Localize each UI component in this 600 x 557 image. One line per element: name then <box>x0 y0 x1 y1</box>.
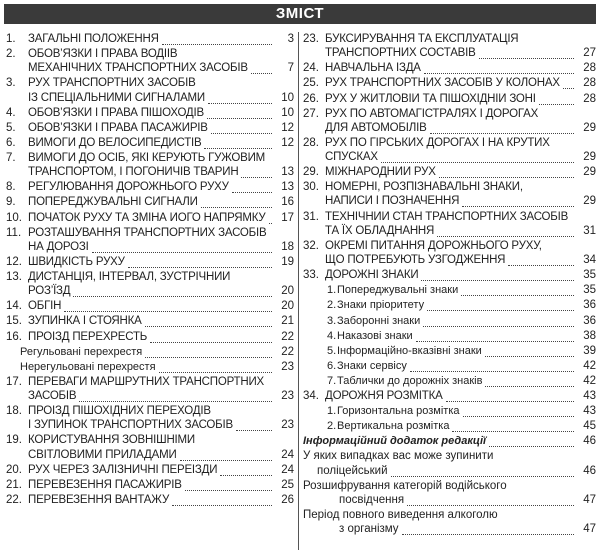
toc-entry[interactable] <box>6 331 294 345</box>
toc-entry[interactable] <box>303 269 596 283</box>
toc-leader-dots <box>427 299 574 311</box>
toc-leader-dots <box>79 387 272 402</box>
toc-leader-dots <box>208 89 272 104</box>
toc-entry-number: 19. <box>6 434 22 447</box>
toc-entry-number: 31. <box>303 210 319 223</box>
toc-page-number: 35 <box>583 284 596 297</box>
toc-entry-title: ОБОВ’ЯЗКИ І ПРАВА ПАСАЖИРІВ <box>28 121 208 134</box>
toc-entry-number: 27. <box>303 107 319 120</box>
toc-leader-dots <box>159 361 272 373</box>
toc-entry[interactable] <box>303 330 596 344</box>
toc-leader-dots <box>462 192 574 207</box>
toc-entry-number: 16. <box>6 330 22 343</box>
toc-entry[interactable] <box>303 435 596 449</box>
toc-page-number: 28 <box>583 77 596 90</box>
toc-entry[interactable] <box>303 284 596 298</box>
toc-entry-title: Знаки сервісу <box>337 359 407 372</box>
toc-entry-title: ТРАНСПОРТНИХ СОСТАВІВ <box>325 47 476 60</box>
toc-entry[interactable] <box>6 181 294 195</box>
toc-entry-title: ТРАНСПОРТОМ, І ПОГОНИЧІВ ТВАРИН <box>28 166 239 179</box>
toc-entry-title: РОЗТАШУВАННЯ ТРАНСПОРТНИХ ЗАСОБІВ <box>28 226 267 239</box>
toc-entry[interactable] <box>303 211 596 239</box>
toc-leader-dots <box>407 491 574 506</box>
toc-page-number: 46 <box>583 464 596 477</box>
toc-page-number: 27 <box>583 47 596 60</box>
toc-entry[interactable] <box>303 108 596 136</box>
toc-entry-title: КОРИСТУВАННЯ ЗОВНІШНІМИ <box>28 434 195 447</box>
toc-entry-title: РУХ ТРАНСПОРТНИХ ЗАСОБІВ У КОЛОНАХ <box>325 77 560 90</box>
toc-page-number: 13 <box>281 181 294 194</box>
toc-leader-dots <box>430 119 574 134</box>
toc-entry-number: 5. <box>327 344 337 357</box>
toc-entry-number: 22. <box>6 493 22 506</box>
toc-page-number: 10 <box>281 106 294 119</box>
toc-page-number: 28 <box>583 92 596 105</box>
toc-entry-number: 17. <box>6 375 22 388</box>
toc-leader-dots <box>485 345 574 357</box>
toc-entry-number: 29. <box>303 166 319 179</box>
toc-entry-number: 12. <box>6 255 22 268</box>
toc-page-number: 24 <box>281 463 294 476</box>
toc-leader-dots <box>563 77 574 89</box>
toc-entry-title: Розшифрування категорій водійського <box>303 479 507 492</box>
toc-entry-number: 30. <box>303 181 319 194</box>
toc-leader-dots <box>416 330 574 342</box>
toc-entry-title: ПРОЇЗД ПЕРЕХРЕСТЬ <box>28 330 148 343</box>
toc-entry-title: з організму <box>339 523 399 536</box>
toc-entry-title: ОКРЕМІ ПИТАННЯ ДОРОЖНЬОГО РУХУ, <box>325 239 542 252</box>
toc-entry-title: ПЕРЕВАГИ МАРШРУТНИХ ТРАНСПОРТНИХ <box>28 375 265 388</box>
toc-page-number: 29 <box>583 151 596 164</box>
toc-entry-title: ДОРОЖНЯ РОЗМІТКА <box>325 390 443 402</box>
toc-entry-title: ШВИДКІСТЬ РУХУ <box>28 255 125 268</box>
toc-entry-title: ЗУПИНКА І СТОЯНКА <box>28 315 142 328</box>
toc-leader-dots <box>479 44 574 59</box>
toc-entry[interactable] <box>6 405 294 433</box>
toc-page-number: 31 <box>583 224 596 237</box>
toc-page-number: 45 <box>583 420 596 433</box>
toc-entry-number: 9. <box>6 196 16 209</box>
toc-entry[interactable] <box>6 33 294 47</box>
toc-entry-title: ПЕРЕВЕЗЕННЯ ПАСАЖИРІВ <box>28 478 182 491</box>
toc-page-number: 21 <box>281 315 294 328</box>
toc-entry-number: 3. <box>327 314 337 327</box>
toc-entry-number: 33. <box>303 269 319 282</box>
toc-entry[interactable] <box>303 240 596 268</box>
toc-entry-title: ЗАГАЛЬНІ ПОЛОЖЕННЯ <box>28 33 159 45</box>
toc-page-number: 42 <box>583 374 596 387</box>
toc-leader-dots <box>207 107 272 119</box>
toc-entry[interactable] <box>303 137 596 165</box>
toc-entry-number: 4. <box>327 329 337 342</box>
toc-entry[interactable] <box>303 166 596 180</box>
toc-page-number: 42 <box>583 359 596 372</box>
toc-entry-number: 11. <box>6 226 22 239</box>
toc-leader-dots <box>92 238 272 253</box>
toc-page-number: 46 <box>583 435 596 448</box>
toc-entry-title: МІЖНАРОДНИЙ РУХ <box>325 166 436 179</box>
toc-page-number: 3 <box>287 33 294 45</box>
toc-leader-dots <box>162 33 272 45</box>
toc-page-number: 29 <box>583 166 596 179</box>
toc-page-number: 47 <box>583 493 596 506</box>
toc-page-number: 35 <box>583 269 596 282</box>
toc-entry-number: 21. <box>6 478 22 491</box>
toc-entry-title: ПРОЇЗД ПІШОХІДНИХ ПЕРЕХОДІВ <box>28 405 211 418</box>
toc-page-number: 23 <box>281 389 294 402</box>
toc-leader-dots <box>128 256 272 268</box>
toc-page-number: 47 <box>583 523 596 536</box>
toc-leader-dots <box>73 282 272 297</box>
toc-entry[interactable] <box>303 315 596 329</box>
toc-entry-title: СВІТЛОВИМИ ПРИЛАДАМИ <box>28 448 177 461</box>
toc-entry[interactable] <box>303 181 596 209</box>
toc-entry[interactable] <box>6 315 294 329</box>
toc-entry-number: 2. <box>6 48 16 61</box>
toc-page-number: 12 <box>281 136 294 149</box>
toc-entry-title: НОМЕРНІ, РОЗПІЗНАВАЛЬНІ ЗНАКИ, <box>325 181 523 194</box>
toc-entry-number: 3. <box>6 77 16 90</box>
toc-leader-dots <box>236 416 272 431</box>
toc-page-number: 23 <box>281 360 294 373</box>
toc-entry[interactable] <box>6 122 294 136</box>
toc-entry-number: 2. <box>327 299 337 312</box>
toc-entry-title: ОБГІН <box>28 300 62 313</box>
toc-entry-title: НА ДОРОЗІ <box>28 240 89 253</box>
toc-leader-dots <box>201 196 272 208</box>
toc-entry-number: 5. <box>6 121 16 134</box>
toc-entry-title: НАВЧАЛЬНА ЇЗДА <box>325 62 421 75</box>
toc-leader-dots <box>211 122 272 134</box>
toc-page-number: 29 <box>583 121 596 134</box>
toc-entry-title: Заборонні знаки <box>337 314 421 327</box>
toc-entry[interactable] <box>6 212 294 226</box>
toc-entry-number: 10. <box>6 211 22 224</box>
toc-leader-dots <box>461 284 574 296</box>
toc-entry[interactable] <box>303 93 596 107</box>
toc-leader-dots <box>489 435 574 447</box>
toc-entry-title: Інформаційно-вказівні знаки <box>337 344 482 357</box>
toc-entry[interactable] <box>303 345 596 359</box>
toc-entry-title: Таблички до дорожніх знаків <box>337 374 483 387</box>
toc-entry[interactable] <box>6 256 294 270</box>
toc-entry[interactable] <box>303 33 596 61</box>
toc-entry-number: 18. <box>6 405 22 418</box>
toc-entry[interactable] <box>6 464 294 478</box>
toc-entry[interactable] <box>303 77 596 91</box>
toc-leader-dots <box>204 137 272 149</box>
toc-entry-title: ЩО ПОТРЕБУЮТЬ УЗГОДЖЕННЯ <box>325 254 506 267</box>
toc-leader-dots <box>232 181 272 193</box>
toc-page-number: 26 <box>281 493 294 506</box>
toc-page-number: 39 <box>583 344 596 357</box>
toc-leader-dots <box>539 93 574 105</box>
toc-entry-title: Знаки пріоритету <box>337 299 425 312</box>
toc-page-number: 34 <box>583 254 596 267</box>
toc-entry-title: ТА ЇХ ОБЛАДНАННЯ <box>325 224 435 237</box>
toc-leader-dots <box>150 331 272 343</box>
toc-entry-title: МЕХАНІЧНИХ ТРАНСПОРТНИХ ЗАСОБІВ <box>28 62 248 75</box>
toc-entry[interactable] <box>6 479 294 493</box>
toc-leader-dots <box>145 315 272 327</box>
toc-entry[interactable] <box>6 227 294 255</box>
toc-entry[interactable] <box>6 152 294 180</box>
toc-entry-title: БУКСИРУВАННЯ ТА ЕКСПЛУАТАЦІЯ <box>325 33 519 45</box>
toc-entry-number: 34. <box>303 390 319 402</box>
toc-entry-title: Інформаційний додаток редакції <box>303 435 487 448</box>
toc-page-number: 28 <box>583 62 596 75</box>
toc-entry-title: Період повного виведення алкоголю <box>303 509 498 521</box>
toc-entry-title: ПЕРЕВЕЗЕННЯ ВАНТАЖУ <box>28 493 170 506</box>
toc-page-number: 36 <box>583 314 596 327</box>
toc-entry-number: 20. <box>6 463 22 476</box>
toc-entry-title: РУХ ТРАНСПОРТНИХ ЗАСОБІВ <box>28 77 196 90</box>
toc-entry-title: РОЗ’ЇЗД <box>28 285 71 298</box>
toc-entry-title: РУХ ЧЕРЕЗ ЗАЛІЗНИЧНІ ПЕРЕЇЗДИ <box>28 463 218 476</box>
toc-entry[interactable] <box>6 196 294 210</box>
toc-entry-title: Наказові знаки <box>337 329 413 342</box>
toc-entry[interactable] <box>303 480 596 508</box>
toc-entry-title: поліцейський <box>317 464 388 477</box>
toc-entry[interactable] <box>6 346 294 360</box>
toc-entry-title: ВИМОГИ ДО ВЕЛОСИПЕДИСТІВ <box>28 136 202 149</box>
toc-entry-title: РУХ ПО ГІРСЬКИХ ДОРОГАХ І НА КРУТИХ <box>325 136 550 149</box>
toc-leader-dots <box>251 59 272 74</box>
toc-page-number: 23 <box>281 419 294 432</box>
toc-entry-title: НАПИСИ І ПОЗНАЧЕННЯ <box>325 195 460 208</box>
toc-title: ЗМІСТ <box>4 4 596 24</box>
toc-entry-title: РУХ ПО АВТОМАГІСТРАЛЯХ І ДОРОГАХ <box>325 107 539 120</box>
toc-leader-dots <box>391 462 574 477</box>
toc-leader-dots <box>64 300 272 312</box>
toc-entry-title: Попереджувальні знаки <box>337 284 459 297</box>
toc-entry[interactable] <box>303 420 596 434</box>
toc-entry[interactable] <box>6 434 294 462</box>
toc-page-number: 20 <box>281 300 294 313</box>
toc-entry[interactable] <box>303 390 596 404</box>
toc-entry-title: посвідчення <box>339 493 405 506</box>
toc-page-number: 43 <box>583 405 596 418</box>
toc-entry-title: І ЗУПИНОК ТРАНСПОРТНИХ ЗАСОБІВ <box>28 419 233 432</box>
toc-leader-dots <box>185 479 272 491</box>
toc-entry-title: У яких випадках вас може зупинити <box>303 450 494 463</box>
toc-page-number: 7 <box>287 62 294 75</box>
toc-entry-title: Вертикальна розмітка <box>337 420 450 433</box>
toc-entry[interactable] <box>6 107 294 121</box>
toc-page-number: 17 <box>281 211 294 224</box>
toc-entry-title: ІЗ СПЕЦІАЛЬНИМИ СИГНАЛАМИ <box>28 91 205 104</box>
toc-leader-dots <box>485 375 574 387</box>
toc-page-number: 12 <box>281 121 294 134</box>
toc-leader-dots <box>269 212 272 224</box>
toc-entry-number: 32. <box>303 239 319 252</box>
toc-page-number: 22 <box>281 330 294 343</box>
toc-page-number: 13 <box>281 166 294 179</box>
toc-leader-dots <box>446 390 574 402</box>
toc-entry-number: 15. <box>6 315 22 328</box>
toc-entry-number: 28. <box>303 136 319 149</box>
toc-page-number: 22 <box>281 345 294 358</box>
toc-entry[interactable] <box>6 376 294 404</box>
toc-entry[interactable] <box>6 300 294 314</box>
toc-entry-title: СПУСКАХ <box>325 151 378 164</box>
toc-entry-title: ПОЧАТОК РУХУ ТА ЗМІНА ЙОГО НАПРЯМКУ <box>28 211 266 224</box>
toc-entry-title: ОБОВ’ЯЗКИ І ПРАВА ПІШОХОДІВ <box>28 106 204 119</box>
toc-page-number: 38 <box>583 329 596 342</box>
toc-entry[interactable] <box>303 360 596 374</box>
toc-leader-dots <box>423 315 574 327</box>
toc-page-number: 16 <box>281 196 294 209</box>
toc-entry-number: 25. <box>303 77 319 90</box>
toc-leader-dots <box>424 62 574 74</box>
toc-entry-title: Регульовані перехрестя <box>20 345 143 358</box>
toc-entry[interactable] <box>303 299 596 313</box>
toc-entry-number: 1. <box>6 33 16 45</box>
toc-leader-dots <box>241 163 272 178</box>
toc-leader-dots <box>381 148 574 163</box>
toc-leader-dots <box>172 494 272 506</box>
toc-leader-dots <box>410 360 574 372</box>
toc-leader-dots <box>508 251 574 266</box>
toc-entry[interactable] <box>6 77 294 105</box>
toc-entry-number: 13. <box>6 271 22 283</box>
toc-entry-title: Нерегульовані перехрестя <box>20 360 156 373</box>
toc-entry-number: 24. <box>303 62 319 75</box>
toc-entry-number: 26. <box>303 92 319 105</box>
toc-entry-number: 6. <box>6 136 16 149</box>
toc-page-number: 25 <box>281 478 294 491</box>
toc-leader-dots <box>220 464 272 476</box>
toc-page-number: 20 <box>281 285 294 298</box>
toc-entry-title: ДИСТАНЦІЯ, ІНТЕРВАЛ, ЗУСТРІЧНИЙ <box>28 271 231 283</box>
toc-entry-number: 14. <box>6 300 22 313</box>
toc-entry-number: 4. <box>6 106 16 119</box>
toc-page-number: 36 <box>583 299 596 312</box>
toc-entry-title: ОБОВ’ЯЗКИ І ПРАВА ВОДІЇВ <box>28 48 178 61</box>
toc-entry[interactable] <box>6 494 294 508</box>
toc-entry-title: ПОПЕРЕДЖУВАЛЬНІ СИГНАЛИ <box>28 196 198 209</box>
toc-entry-number: 6. <box>327 359 337 372</box>
column-divider <box>298 32 299 550</box>
toc-entry-title: ТЕХНІЧНИЙ СТАН ТРАНСПОРТНИХ ЗАСОБІВ <box>325 210 569 223</box>
toc-entry[interactable] <box>303 450 596 478</box>
toc-page-number: 10 <box>281 91 294 104</box>
toc-leader-dots <box>402 520 574 535</box>
toc-entry[interactable] <box>6 48 294 76</box>
toc-page-number: 24 <box>281 448 294 461</box>
toc-entry[interactable] <box>303 509 596 537</box>
toc-leader-dots <box>421 269 574 281</box>
toc-entry-number: 1. <box>327 284 337 297</box>
toc-entry-title: ДЛЯ АВТОМОБІЛІВ <box>325 121 427 134</box>
toc-entry-title: Горизонтальна розмітка <box>337 405 460 418</box>
toc-entry-number: 1. <box>327 405 337 418</box>
toc-leader-dots <box>437 222 574 237</box>
toc-page-number: 43 <box>583 390 596 402</box>
toc-entry-title: ДОРОЖНІ ЗНАКИ <box>325 269 419 282</box>
toc-entry[interactable] <box>6 137 294 151</box>
toc-entry-title: ВИМОГИ ДО ОСІБ, ЯКІ КЕРУЮТЬ ГУЖОВИМ <box>28 152 266 164</box>
toc-leader-dots <box>463 405 574 417</box>
toc-leader-dots <box>439 166 574 178</box>
toc-entry-number: 8. <box>6 181 16 194</box>
toc-entry[interactable] <box>303 375 596 389</box>
toc-page-number: 19 <box>281 255 294 268</box>
toc-entry-number: 7. <box>6 152 16 164</box>
toc-entry-title: РУХ У ЖИТЛОВІЙ ТА ПІШОХІДНІЙ ЗОНІ <box>325 92 536 105</box>
toc-entry[interactable] <box>303 62 596 76</box>
toc-entry[interactable] <box>303 405 596 419</box>
toc-entry-number: 7. <box>327 374 337 387</box>
toc-page-number: 18 <box>281 240 294 253</box>
toc-entry-title: ЗАСОБІВ <box>28 389 77 402</box>
toc-leader-dots <box>452 420 574 432</box>
toc-entry[interactable] <box>6 361 294 375</box>
toc-entry-number: 2. <box>327 420 337 433</box>
toc-leader-dots <box>145 346 272 358</box>
toc-entry-number: 23. <box>303 33 319 45</box>
toc-leader-dots <box>180 446 272 461</box>
toc-page-number: 29 <box>583 195 596 208</box>
toc-entry-title: РЕГУЛЮВАННЯ ДОРОЖНЬОГО РУХУ <box>28 181 229 194</box>
toc-entry[interactable] <box>6 271 294 299</box>
